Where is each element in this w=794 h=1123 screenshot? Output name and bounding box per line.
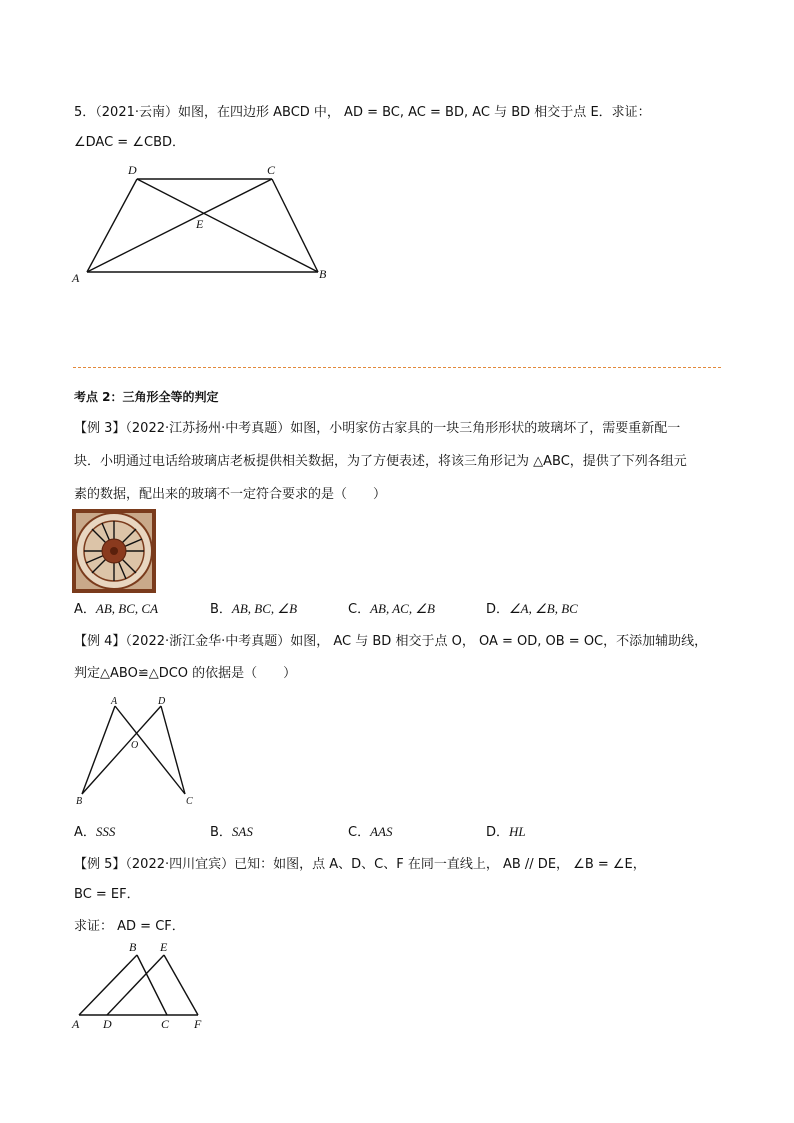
option-d-label: D． <box>486 602 510 617</box>
label-C: C <box>186 796 193 807</box>
ex4-option-b <box>210 823 253 842</box>
option-a-label: A． <box>74 825 96 840</box>
section-title: 考点 2：三角形全等的判定 <box>74 390 219 404</box>
q5-line1: 5．（2021·云南）如图，在四边形 ABCD 中， AD = BC, AC = BD, AC 与 BD 相交于点 E．求证： <box>74 105 651 120</box>
section-divider <box>73 367 721 368</box>
option-c-label: C． <box>348 825 371 840</box>
option-d-label: D． <box>486 825 510 840</box>
label-C: C <box>267 163 276 177</box>
segment-CB <box>272 179 318 272</box>
option-a-text: AB, BC, CA <box>95 601 159 616</box>
segment-AB <box>79 955 137 1015</box>
label-D: D <box>103 1017 112 1031</box>
ex3-line2: 块．小明通过电话给玻璃店老板提供相关数据，为了方便表述，将该三角形记为 △ABC，提供了下列各组元 <box>74 454 687 469</box>
label-D: D <box>128 163 137 177</box>
label-B: B <box>319 267 327 281</box>
label-E: E <box>160 940 168 954</box>
ex4-crossing-triangles-figure <box>70 695 210 810</box>
option-b-label: B． <box>210 602 232 617</box>
ex4-option-d <box>486 823 526 842</box>
ex4-line1: 【例 4】（2022·浙江金华·中考真题）如图， AC 与 BD 相交于点 O， OA = OD, OB = OC，不添加辅助线， <box>74 634 708 649</box>
ex3-option-c <box>348 600 435 619</box>
ex4-line2: 判定△ABO≌△DCO 的依据是（ ） <box>74 666 297 681</box>
option-b-text: AB, BC, ∠B <box>231 601 298 616</box>
segment-BC <box>137 955 167 1015</box>
label-E: E <box>196 217 204 231</box>
segment-EF <box>164 955 198 1015</box>
label-F: F <box>194 1017 202 1031</box>
glass-pattern-image <box>72 509 156 593</box>
option-c-text: AAS <box>370 824 393 839</box>
label-D: D <box>158 696 166 707</box>
option-a-label: A． <box>74 602 96 617</box>
label-B: B <box>129 940 137 954</box>
segment-AB <box>82 706 115 794</box>
segment-AD <box>87 179 137 272</box>
ex5-line3: 求证： AD = CF． <box>74 919 185 934</box>
label-C: C <box>161 1017 170 1031</box>
option-c-text: AB, AC, ∠B <box>370 601 435 616</box>
option-a-text: SSS <box>95 824 116 839</box>
ex4-option-a <box>74 823 115 842</box>
option-d-text: ∠A, ∠B, BC <box>509 601 578 616</box>
ex3-option-d <box>486 600 578 619</box>
label-A: A <box>72 271 80 285</box>
segment-AC <box>87 179 272 272</box>
ex5-parallel-triangles-figure <box>65 938 215 1033</box>
label-A: A <box>111 696 118 707</box>
option-b-label: B． <box>210 825 232 840</box>
option-c-label: C． <box>348 602 371 617</box>
ex3-line1: 【例 3】（2022·江苏扬州·中考真题）如图，小明家仿古家具的一块三角形形状的玻璃坏了，需要重新配一 <box>74 421 681 436</box>
segment-DB <box>137 179 318 272</box>
segment-DE <box>107 955 164 1015</box>
segment-DC <box>161 706 185 794</box>
label-A: A <box>72 1017 80 1031</box>
ex3-option-a <box>74 600 158 619</box>
option-d-text: HL <box>509 824 526 839</box>
label-O: O <box>131 740 139 751</box>
ex5-line1: 【例 5】（2022·四川宜宾）已知：如图，点 A、D、C、F 在同一直线上， AB // DE， ∠B = ∠E， <box>74 857 646 872</box>
ex3-option-b <box>210 600 297 619</box>
ex5-line2: BC = EF． <box>74 887 140 902</box>
ex3-line3: 素的数据，配出来的玻璃不一定符合要求的是（ ） <box>74 487 387 502</box>
ex4-option-c <box>348 823 392 842</box>
option-b-text: SAS <box>231 824 253 839</box>
label-B: B <box>76 796 83 807</box>
q5-line2: ∠DAC = ∠CBD． <box>74 135 185 150</box>
q5-quadrilateral-figure <box>60 158 350 288</box>
